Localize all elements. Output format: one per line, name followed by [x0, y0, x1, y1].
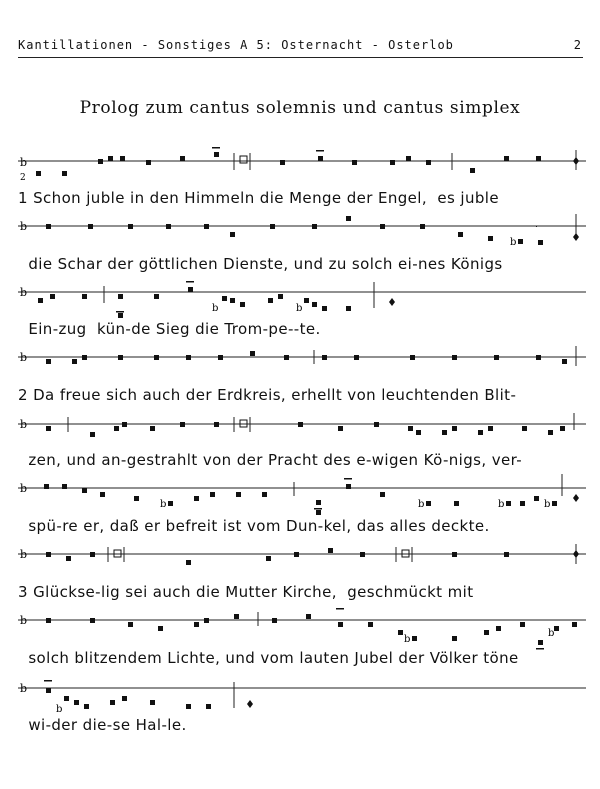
lyric-line-5: zen, und an-gestrahlt von der Pracht des e-wigen Kö-nigs, ver- [18, 451, 523, 469]
svg-text:b: b [498, 499, 505, 510]
svg-text:b: b [510, 237, 517, 248]
svg-text:b: b [20, 220, 28, 233]
page-title: Prolog zum cantus solemnis und cantus simplex [79, 98, 521, 118]
svg-text:b: b [20, 286, 28, 299]
lyric-line-7: 3 Glückse-lig sei auch die Mutter Kirche, geschmückt mit [18, 583, 474, 601]
svg-text:b: b [20, 548, 28, 561]
staff-system-8 [18, 608, 586, 650]
lyric-line-2: die Schar der göttlichen Dienste, und zu solch ei-nes Königs [18, 255, 503, 273]
svg-text:b: b [56, 704, 63, 715]
svg-text:b: b [404, 634, 411, 645]
svg-text:2: 2 [20, 173, 26, 183]
svg-text:b: b [418, 499, 425, 510]
svg-text:b: b [20, 614, 28, 627]
svg-text:b: b [20, 682, 28, 695]
staff-system-5 [18, 413, 586, 437]
staff-system-1 [18, 147, 586, 183]
lyric-line-4: 2 Da freue sich auch der Erdkreis, erhellt von leuchtenden Blit- [18, 386, 517, 404]
svg-text:b: b [20, 418, 28, 431]
page-number: 2 [573, 38, 582, 52]
svg-text:b: b [544, 499, 551, 510]
lyric-line-9: wi-der die-se Hal-le. [18, 716, 187, 734]
lyric-line-8: solch blitzendem Lichte, und vom lauten Jubel der Völker töne [18, 649, 519, 667]
staff-system-4 [18, 346, 586, 366]
svg-text:b: b [160, 499, 167, 510]
svg-text:b: b [548, 628, 555, 639]
lyric-line-6: spü-re er, daß er befreit ist vom Dun-kel, das alles deckte. [18, 517, 490, 535]
staff-system-3 [18, 281, 586, 318]
staff-system-9 [18, 680, 586, 715]
staff-system-2 [18, 214, 586, 248]
svg-text:b: b [20, 482, 28, 495]
lyric-line-3: Ein-zug kün-de Sieg die Trom-pe--te. [18, 320, 321, 338]
header-title: Kantillationen - Sonstiges A 5: Osternacht - Osterlob [18, 38, 454, 52]
lyric-line-1: 1 Schon juble in den Himmeln die Menge der Engel, es juble [18, 189, 499, 207]
staff-system-7 [18, 544, 586, 565]
svg-text:b: b [20, 351, 28, 364]
svg-text:b: b [212, 303, 219, 314]
svg-text:b: b [296, 303, 303, 314]
staff-system-6 [18, 474, 586, 515]
svg-text:b: b [20, 156, 28, 169]
